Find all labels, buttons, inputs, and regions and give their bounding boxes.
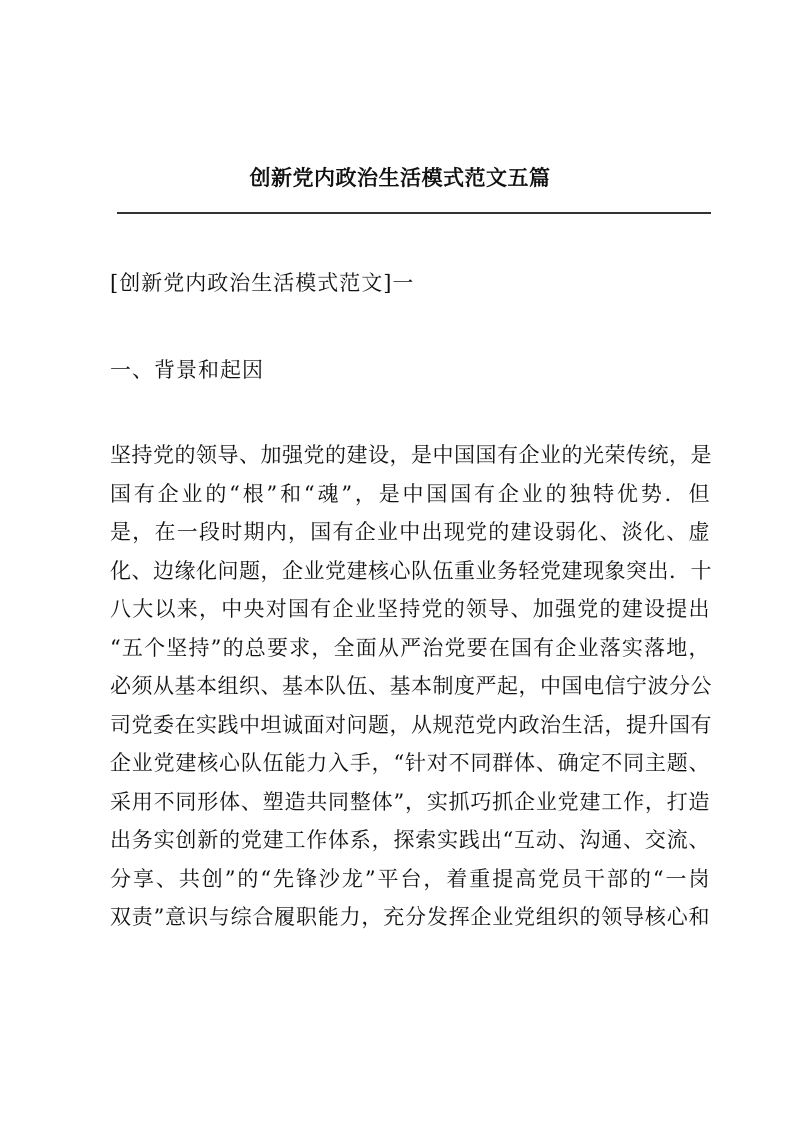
- section-label: [创新党内政治生活模式范文]一: [110, 271, 415, 295]
- body-paragraph: [110, 440, 710, 941]
- body-line: 必须从基本组织、基本队伍、基本制度严起，中国电信宁波分公: [110, 674, 712, 698]
- title-underline: [117, 212, 711, 214]
- body-line: 企业党建核心队伍能力入手，“针对不同群体、确定不同主题、: [110, 751, 710, 775]
- body-line: 采用不同形体、塑造共同整体”，实抓巧抓企业党建工作，打造: [110, 789, 710, 814]
- body-line: 化、边缘化问题，企业党建核心队伍重业务轻党建现象突出．十: [110, 558, 712, 583]
- body-line: 双责”意识与综合履职能力，充分发挥企业党组织的领导核心和: [110, 905, 710, 929]
- body-line: 是，在一段时期内，国有企业中出现党的建设弱化、淡化、虚: [110, 520, 710, 544]
- body-line: 分享、共创”的“先锋沙龙”平台，着重提高党员干部的“一岗: [110, 866, 710, 891]
- body-line: “五个坚持”的总要求，全面从严治党要在国有企业落实落地，: [110, 635, 710, 660]
- body-line: 坚持党的领导、加强党的建设，是中国国有企业的光荣传统，是: [110, 443, 712, 467]
- body-line: 八大以来，中央对国有企业坚持党的领导、加强党的建设提出: [110, 597, 710, 621]
- body-line: 司党委在实践中坦诚面对问题，从规范党内政治生活，提升国有: [110, 712, 712, 737]
- body-line: 出务实创新的党建工作体系，探索实践出“互动、沟通、交流、: [110, 828, 710, 852]
- section-heading: 一、背景和起因: [110, 358, 264, 382]
- body-line: 国有企业的“根”和“魂”，是中国国有企业的独特优势．但: [110, 481, 710, 506]
- document-title: 创新党内政治生活模式范文五篇: [249, 165, 551, 190]
